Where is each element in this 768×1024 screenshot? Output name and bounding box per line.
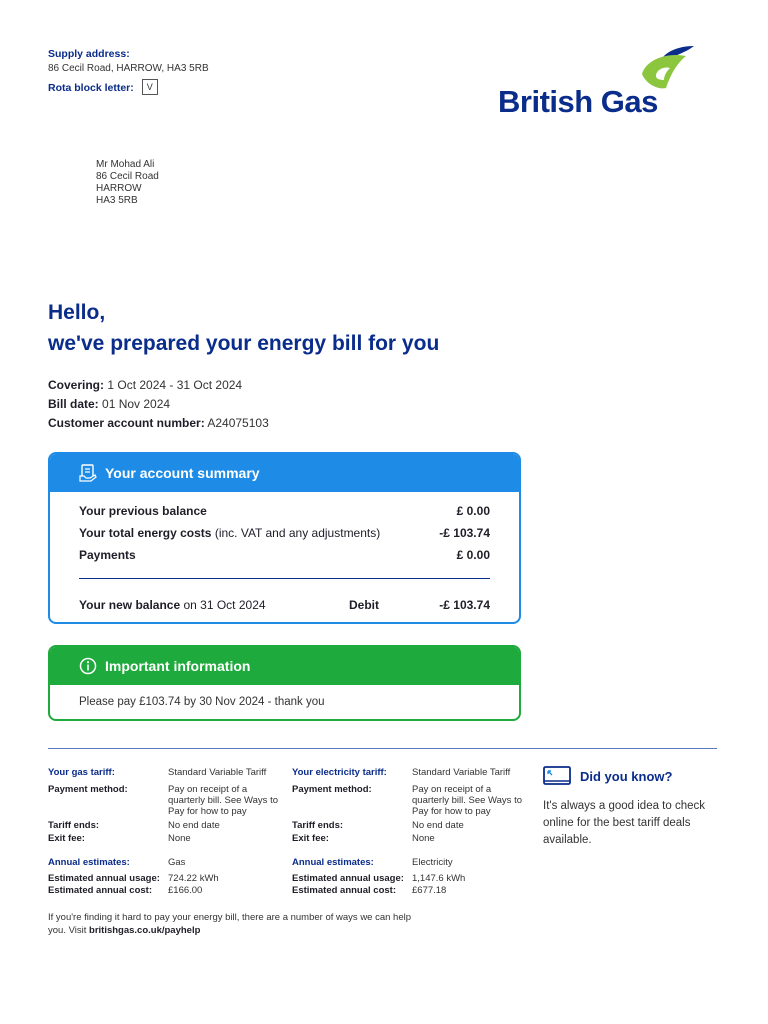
gas-cost-value: £166.00: [168, 885, 203, 896]
bill-document-icon: [78, 463, 98, 483]
previous-balance-row: [79, 504, 490, 518]
new-balance-note: on 31 Oct 2024: [183, 598, 266, 612]
gas-exit-label: Exit fee:: [48, 833, 85, 844]
electricity-tariff-label: Your electricity tariff:: [292, 767, 387, 778]
supply-address-label: Supply address:: [48, 48, 130, 60]
british-gas-logo: [498, 44, 698, 124]
recipient-line: HARROW: [96, 183, 142, 194]
page-title: we've prepared your energy bill for you: [48, 332, 440, 355]
gas-usage-label: Estimated annual usage:: [48, 873, 160, 884]
account-number-value: A24075103: [207, 416, 269, 430]
rota-label: Rota block letter:: [48, 82, 134, 94]
gas-payment-line: quarterly bill. See Ways to: [168, 795, 278, 806]
new-balance-row: [79, 598, 490, 612]
new-balance-type: Debit: [349, 598, 379, 612]
bill-date-label: Bill date:: [48, 397, 99, 411]
payment-due-message: Please pay £103.74 by 30 Nov 2024 - thank you: [79, 696, 325, 708]
electricity-payment-line: Pay for how to pay: [412, 806, 491, 817]
electricity-cost-label: Estimated annual cost:: [292, 885, 396, 896]
bill-meta: [48, 376, 269, 433]
gas-payment-line: Pay on receipt of a: [168, 784, 248, 795]
summary-divider: [79, 578, 490, 579]
payhelp-link[interactable]: britishgas.co.uk/payhelp: [89, 925, 201, 936]
gas-ends-value: No end date: [168, 820, 220, 831]
laptop-icon: [543, 766, 571, 786]
previous-balance-value: £ 0.00: [456, 504, 490, 518]
gas-annual-label: Annual estimates:: [48, 857, 130, 868]
did-you-know-title: Did you know?: [580, 768, 673, 784]
energy-costs-row: [79, 526, 490, 540]
logo-text: British Gas: [498, 84, 658, 119]
electricity-payment-line: quarterly bill. See Ways to: [412, 795, 522, 806]
energy-costs-label: Your total energy costs: [79, 526, 212, 540]
new-balance-value: -£ 103.74: [439, 598, 490, 612]
electricity-annual-label: Annual estimates:: [292, 857, 374, 868]
electricity-usage-label: Estimated annual usage:: [292, 873, 404, 884]
new-balance-label: Your new balance: [79, 598, 181, 612]
energy-costs-value: -£ 103.74: [439, 526, 490, 540]
electricity-payment-value: [412, 784, 522, 817]
recipient-line: HA3 5RB: [96, 195, 138, 206]
payments-value: £ 0.00: [456, 548, 490, 562]
did-you-know-box: [543, 766, 733, 849]
did-you-know-line: online for the best tariff deals: [543, 817, 691, 829]
recipient-address: [96, 159, 159, 207]
rota-letter-box: V: [142, 79, 158, 95]
did-you-know-line: It's always a good idea to check: [543, 800, 706, 812]
gas-tariff-label: Your gas tariff:: [48, 767, 115, 778]
covering-label: Covering:: [48, 378, 105, 392]
account-summary-header: [50, 454, 519, 492]
payhelp-footer: [48, 911, 411, 937]
payments-label: Payments: [79, 548, 136, 562]
greeting: [48, 297, 439, 359]
payhelp-prefix: you. Visit: [48, 925, 87, 936]
greeting-hello: Hello,: [48, 301, 106, 324]
gas-tariff-value: Standard Variable Tariff: [168, 767, 267, 778]
gas-payment-label: Payment method:: [48, 784, 128, 795]
info-icon: [78, 656, 98, 676]
electricity-ends-label: Tariff ends:: [292, 820, 344, 831]
did-you-know-line: available.: [543, 834, 592, 846]
section-divider: [48, 748, 717, 749]
gas-exit-value: None: [168, 833, 191, 844]
account-summary-panel: [48, 452, 521, 624]
electricity-cost-value: £677.18: [412, 885, 447, 896]
supply-address-block: [48, 48, 209, 96]
payments-row: [79, 548, 490, 562]
supply-address: 86 Cecil Road, HARROW, HA3 5RB: [48, 63, 209, 74]
important-info-header: [50, 647, 519, 685]
payhelp-line: If you're finding it hard to pay your energy bill, there are a number of ways we can help: [48, 912, 412, 923]
did-you-know-text: [543, 798, 733, 849]
electricity-exit-label: Exit fee:: [292, 833, 329, 844]
electricity-usage-value: 1,147.6 kWh: [412, 873, 466, 884]
recipient-line: 86 Cecil Road: [96, 171, 159, 182]
energy-costs-note: (inc. VAT and any adjustments): [214, 526, 381, 540]
electricity-payment-line: Pay on receipt of a: [412, 784, 492, 795]
electricity-ends-value: No end date: [412, 820, 464, 831]
gas-ends-label: Tariff ends:: [48, 820, 100, 831]
electricity-exit-value: None: [412, 833, 435, 844]
gas-payment-value: [168, 784, 278, 817]
covering-value: 1 Oct 2024 - 31 Oct 2024: [107, 378, 243, 392]
important-info-panel: [48, 645, 521, 721]
recipient-line: Mr Mohad Ali: [96, 159, 155, 170]
electricity-payment-label: Payment method:: [292, 784, 372, 795]
gas-cost-label: Estimated annual cost:: [48, 885, 152, 896]
gas-payment-line: Pay for how to pay: [168, 806, 247, 817]
gas-annual-value: Gas: [168, 857, 186, 868]
account-summary-title: Your account summary: [105, 465, 260, 481]
previous-balance-label: Your previous balance: [79, 504, 207, 518]
bill-date-value: 01 Nov 2024: [102, 397, 171, 411]
electricity-annual-value: Electricity: [412, 857, 453, 868]
account-number-label: Customer account number:: [48, 416, 205, 430]
gas-usage-value: 724.22 kWh: [168, 873, 219, 884]
important-info-title: Important information: [105, 658, 251, 674]
electricity-tariff-value: Standard Variable Tariff: [412, 767, 511, 778]
